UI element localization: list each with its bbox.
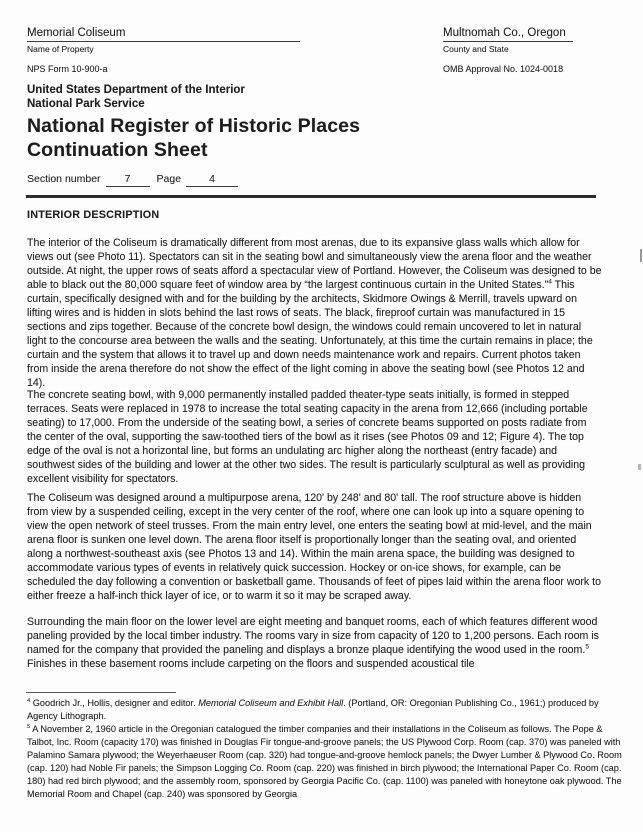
scan-artifact	[638, 464, 641, 470]
county-state: Multnomah Co., Oregon	[443, 27, 573, 42]
footnote-4-text-pre: Goodrich Jr., Hollis, designer and editor.	[30, 698, 199, 708]
footnote-5-marker: 5	[27, 723, 31, 730]
property-name: Memorial Coliseum	[27, 27, 300, 42]
paragraph-curtain	[27, 236, 603, 390]
omb-approval-number: OMB Approval No. 1024-0018	[443, 64, 564, 74]
document-title-line1: National Register of Historic Places	[27, 115, 361, 137]
department-line1: United States Department of the Interior	[27, 84, 245, 96]
section-divider-rule	[26, 195, 596, 198]
page-number-value: 4	[186, 173, 238, 187]
footnote-ref-5: 5	[585, 643, 589, 651]
page-label: Page	[156, 173, 182, 185]
property-name-label: Name of Property	[27, 44, 94, 54]
nps-form-number: NPS Form 10-900-a	[27, 64, 108, 74]
paragraph-curtain-text-a: The interior of the Coliseum is dramatically different from most arenas, due to its expansive glass walls which allow for views out (see Photo 11). Spectators can sit in the seating bowl and simultaneously view the arena floor and the weather outside. At night, the upper rows of seats afford a spectacular view of Portland. However, the Coliseum was designed to be able to black out the 80,000 square feet of window area by “the largest continuous curtain in the United States.”	[27, 237, 602, 291]
footnote-4-marker: 4	[27, 697, 31, 704]
interior-description-heading: INTERIOR DESCRIPTION	[27, 209, 160, 221]
paragraph-banquet-rooms-text-b: Finishes in these basement rooms include carpeting on the floors and suspended acoustical tile	[27, 658, 475, 670]
department-line2: National Park Service	[27, 97, 145, 110]
section-number-label: Section number	[27, 173, 101, 185]
footnote-4-text-post: . (Portland, OR: Oregonian Publishing Co., 1961;) produced by Agency Lithograph.	[27, 698, 599, 721]
section-number-row	[27, 173, 245, 187]
county-state-label: County and State	[443, 44, 509, 54]
paragraph-banquet-rooms	[27, 615, 603, 671]
paragraph-banquet-rooms-text-a: Surrounding the main floor on the lower level are eight meeting and banquet rooms, each of which features different wood paneling provided by the local timber industry. The rooms vary in size from capacity of 120 to 1,200 persons. Each room is named for the company that provided the paneling and displays a bronze plaque identifying the wood used in the room.	[27, 616, 599, 656]
footnote-5	[27, 723, 622, 801]
footnote-5-text: A November 2, 1960 article in the Oregonian catalogued the timber companies and their installations in the Coliseum as follows. The Pope & Talbot, Inc. Room (capacity 170) was finished in Douglas Fir tongue-and-groove panels; the US Plywood Corp. Room (cap. 370) was paneled with Palamino Samara plywood; the Weyerhaeuser Room (cap. 320) had tongue-and-groove hemlock panels; the Dwyer Lumber & Plywood Co. Room (cap. 120) had Noble Fir panels; the Simpson Logging Co. Room (cap. 220) was finished in birch plywood; the International Paper Co. Room (cap. 180) had red birch plywood; and the assembly room, sponsored by Georgia Pacific Co. (cap. 1100) was paneled with honeytone oak plywood. The Memorial Room and Chapel (cap. 240) was sponsored by Georgia	[27, 724, 622, 799]
paragraph-seating-bowl: The concrete seating bowl, with 9,000 permanently installed padded theater-type seats initially, is formed in stepped terraces. Seats were replaced in 1978 to increase the total seating capacity in the arena from 12,666 (including portable seating) to 17,000. From the underside of the seating bowl, a series of concrete beams supported on posts radiate from the center of the oval, supporting the saw-toothed tiers of the bowl as it rises (see Photos 09 and 12; Figure 4). The top edge of the oval is not a horizontal line, but forms an undulating arc higher along the northeast (entry facade) and southwest sides of the building and lower at the other two sides. The result is particularly sculptural as well as providing excellent visibility for spectators.	[27, 389, 588, 485]
document-title	[27, 114, 360, 162]
department-header	[27, 84, 245, 111]
footnote-separator	[26, 692, 176, 693]
document-title-line2: Continuation Sheet	[27, 139, 208, 161]
paragraph-arena: The Coliseum was designed around a multipurpose arena, 120' by 248' and 80' tall. The roof structure above is hidden from view by a suspended ceiling, except in the very center of the roof, where one can look up into a square opening to view the open network of steel trusses. From the main entry level, one enters the seating bowl at mid-level, and the main arena floor is sunken one level down. The arena floor itself is proportionally longer than the seating oval, and oriented along a northwest-southeast axis (see Photos 13 and 14). Within the main arena space, the building was designed to accommodate various types of events in relatively quick succession. Hockey or on-ice shows, for example, can be scheduled the day following a convention or basketball game. Thousands of feet of pipes laid within the arena floor work to either freeze a half-inch thick layer of ice, or to warm it so it may be scraped away.	[27, 492, 601, 602]
footnote-ref-4: 4	[548, 278, 552, 286]
scan-artifact	[640, 249, 642, 262]
section-number-value: 7	[106, 173, 150, 187]
footnote-4-title-italic: Memorial Coliseum and Exhibit Hall	[198, 698, 344, 708]
footnote-4	[27, 697, 622, 723]
paragraph-curtain-text-b: This curtain, specifically designed with and for the building by the architects, Skidmore Owings & Merrill, travels upward on lifting wires and is hidden in slots behind the last rows of seats. The black, fireproof curtain was manufactured in 15 sections and zips together. Because of the concrete bowl design, the windows could remain uncovered to let in natural light to the concourse area between the walls and the seating. Unfortunately, at this time the curtain remains in place; the curtain and the system that allows it to travel up and down needs maintenance work and repairs. Current photos taken from inside the arena therefore do not show the effect of the light coming in above the seating bowl (see Photos 12 and 14).	[27, 279, 593, 389]
footnotes-block	[27, 697, 622, 801]
